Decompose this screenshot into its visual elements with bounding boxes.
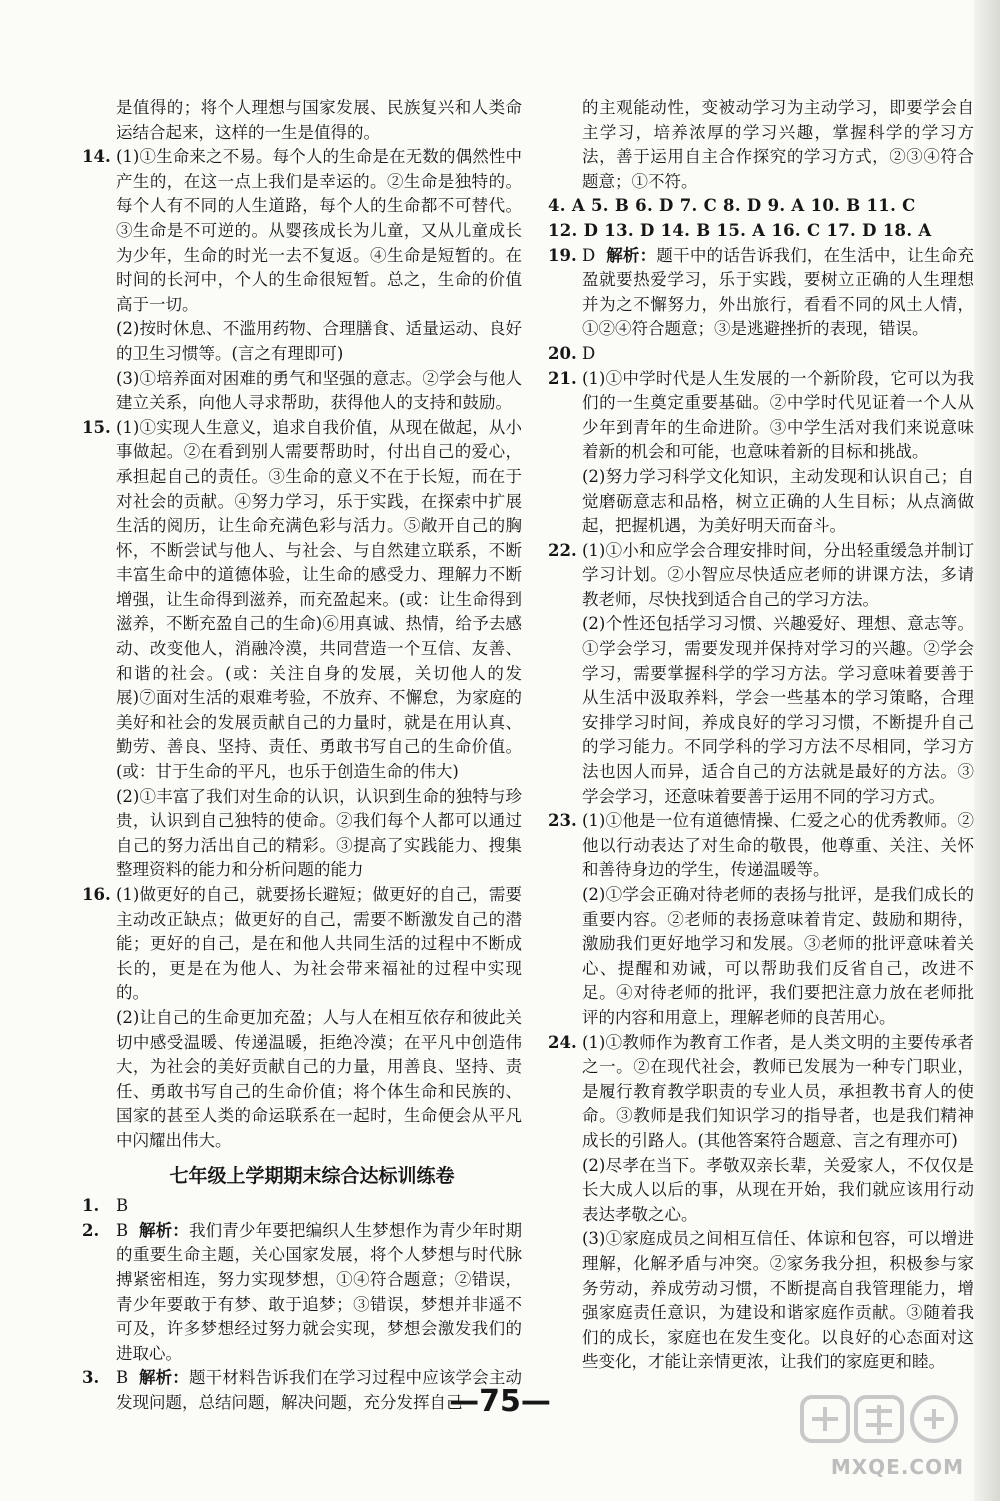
question-number: 14. (82, 147, 111, 167)
analysis-text: 我们青少年要把编织人生梦想作为青少年时期的重要生命主题，关心国家发展，将个人梦想与时代脉搏紧密相连，努力实现梦想，①④符合题意；②错误，青少年要敢于有梦、敢于追梦；③错误，梦想并非遥不可及，许多梦想经过努力就会实现，梦想会激发我们的进取心。 (116, 1220, 522, 1363)
answer-part-1: (1)①小和应学会合理安排时间，分出轻重缓急并制订学习计划。②小智应尽快适应老师的讲课方法，多请教老师，尽快找到适合自己的学习方法。 (582, 540, 974, 609)
analysis-text: 题干中的话告诉我们，在生活中，让生命充盈就要热爱学习，乐于实践，要树立正确的人生理想并为之不懈努力，外出旅行，看看不同的风土人情，①②④符合题意；③是逃避挫折的表现，错误。 (582, 245, 974, 339)
answer-choice: B (116, 1196, 129, 1216)
mcq-answers-line-2: 12. D 13. D 14. B 15. A 16. C 17. D 18. A (548, 220, 932, 240)
continued-paragraph: 是值得的；将个人理想与国家发展、民族复兴和人类命运结合起来，这样的一生是值得的。 (116, 98, 522, 142)
question-22 (548, 539, 974, 810)
question-1 (82, 1194, 522, 1219)
answer-part-1: (1)①生命来之不易。每个人的生命是在无数的偶然性中产生的，在这一点上我们是幸运的。②生命是独特的。每个人有不同的人生道路，每个人的生命都不可替代。③生命是不可逆的。从婴孩成长为儿童，又从儿童成长为少年，生命的时光一去不复返。④生命是短暂的。在时间的长河中，个人的生命很短暂。总之，生命的价值高于一切。 (116, 147, 522, 314)
answer-explanation (582, 244, 974, 342)
question-23 (548, 809, 974, 1030)
page-edge-shadow (974, 0, 1000, 1501)
answer-part-3: (3)①培养面对困难的勇气和坚强的意志。②学会与他人建立关系，向他人寻求帮助，获得他人的支持和鼓励。 (116, 368, 522, 413)
watermark-site: MXQE.COM (830, 1455, 964, 1479)
question-number: 20. (548, 343, 577, 363)
left-column (82, 96, 522, 1415)
answer-choice: B (116, 1220, 129, 1240)
analysis-label: 解析： (606, 245, 657, 265)
answer-choice: D (582, 245, 596, 265)
answer-part-2: (2)①丰富了我们对生命的认识，认识到生命的独特与珍贵，认识到自己独特的使命。②我们每个人都可以通过自己的努力活出自己的精彩。③提高了实践能力、搜集整理资料的能力和分析问题的能力 (116, 786, 522, 880)
analysis-label: 解析： (138, 1368, 189, 1388)
answer-part-1: (1)做更好的自己，就要扬长避短；做更好的自己，需要主动改正缺点；做更好的自己，需要不断激发自己的潜能；更好的自己，是在和他人共同生活的过程中不断成长的，更是在为他人、为社会带来福祉的过程中实现的。 (116, 885, 522, 1003)
continued-paragraph: 的主观能动性，变被动学习为主动学习，即要学会自主学习，培养浓厚的学习兴趣，掌握科学的学习方法，善于运用自主合作探究的学习方式，②③④符合题意；①不符。 (582, 98, 974, 191)
answer-part-2: (2)尽孝在当下。孝敬双亲长辈，关爱家人，不仅仅是长大成人以后的事，从现在开始，我们就应该用行动表达孝敬之心。 (582, 1155, 974, 1224)
answer-part-1: (1)①他是一位有道德情操、仁爱之心的优秀教师。②他以行动表达了对生命的敬畏，他尊重、关注、关怀和善待身边的学生，传递温暖等。 (582, 811, 974, 880)
watermark (794, 1391, 964, 1481)
answer-choice: B (116, 1368, 129, 1388)
question-14 (82, 145, 522, 416)
right-column (548, 96, 974, 1375)
answer-part-2: (2)个性还包括学习习惯、兴趣爱好、理想、意志等。①学会学习，需要发现并保持对学习的兴趣。②学会学习，需要掌握科学的学习方法。学习意味着要善于从生活中汲取养料，学会一些基本的学习策略，合理安排学习时间，养成良好的学习习惯，不断提升自己的学习能力。不同学科的学习方法不尽相同，学习方法也因人而异，适合自己的方法就是最好的方法。③学会学习，还意味着要善于运用不同的学习方式。 (582, 614, 974, 806)
question-number: 15. (82, 417, 111, 437)
question-19 (548, 244, 974, 342)
watermark-logo-icon (800, 1391, 960, 1447)
question-number: 3. (82, 1368, 100, 1388)
answer-part-3: (3)①家庭成员之间相互信任、体谅和包容，可以增进理解，化解矛盾与冲突。②家务我分担，积极参与家务劳动，养成劳动习惯，不断提高自我管理能力，增强家庭责任意识，为建设和谐家庭作贡献。③随着我们的成长，家庭也在发生变化。以良好的心态面对这些变化，才能让亲情更浓，让我们的家庭更和睦。 (582, 1229, 974, 1372)
question-number: 22. (548, 540, 577, 560)
page-number: —75— (449, 1384, 551, 1419)
analysis-label: 解析： (138, 1220, 189, 1240)
question-20 (548, 342, 974, 367)
question-number: 19. (548, 245, 577, 265)
question-21 (548, 367, 974, 539)
answer-explanation (116, 1219, 522, 1367)
analysis-text: 题干材料告诉我们在学习过程中应该学会主动发现问题，总结问题，解决问题，充分发挥自己 (116, 1368, 522, 1412)
section-title: 七年级上学期期末综合达标训练卷 (169, 1164, 455, 1187)
question-number: 1. (82, 1196, 100, 1216)
question-15 (82, 416, 522, 883)
question-number: 21. (548, 368, 577, 388)
question-16 (82, 883, 522, 1154)
answer-part-2: (2)让自己的生命更加充盈；人与人在相互依存和彼此关切中感受温暖、传递温暖，拒绝冷漠；在平凡中创造伟大，为社会的美好贡献自己的力量，用善良、坚持、责任、勇敢书写自己的生命价值；将个体生命和民族的、国家的甚至人类的命运联系在一起时，生命便会从平凡中闪耀出伟大。 (116, 1007, 522, 1150)
answer-part-2: (2)按时休息、不滥用药物、合理膳食、适量运动、良好的卫生习惯等。(言之有理即可) (116, 319, 522, 363)
answer-choice: D (582, 343, 596, 363)
answer-part-2: (2)①学会正确对待老师的表扬与批评，是我们成长的重要内容。②老师的表扬意味着肯定、鼓励和期待，激励我们更好地学习和发展。③老师的批评意味着关心、提醒和劝诫，可以帮助我们反省自己，改进不足。④对待老师的批评，我们要把注意力放在老师批评的内容和用意上，理解老师的良苦用心。 (582, 885, 974, 1027)
question-24 (548, 1031, 974, 1375)
question-2 (82, 1219, 522, 1367)
answer-part-1: (1)①教师作为教育工作者，是人类文明的主要传承者之一。②在现代社会，教师已发展为一种专门职业，是履行教育教学职责的专业人员，承担教书育人的使命。③教师是我们知识学习的指导者，也是我们精神成长的引路人。(其他答案符合题意、言之有理亦可) (582, 1032, 974, 1150)
question-number: 23. (548, 811, 577, 831)
answer-part-1: (1)①实现人生意义，追求自我价值，从现在做起，从小事做起。②在看到别人需要帮助时，付出自己的爱心，承担起自己的责任。③生命的意义不在于长短，而在于对社会的贡献。④努力学习，乐于实践，在探索中扩展生活的阅历，让生命充满色彩与活力。⑤敞开自己的胸怀，不断尝试与他人、与社会、与自然建立联系，不断丰富生命中的道德体验，让生命的感受力、理解力不断增强，让生命得到滋养，而充盈起来。(或：让生命得到滋养，不断充盈自己的生命)⑥用真诚、热情，给予去感动、改变他人，消融冷漠，共同营造一个互信、友善、和谐的社会。(或：关注自身的发展，关切他人的发展)⑦面对生活的艰难考验，不放弃、不懈怠，为家庭的美好和社会的发展贡献自己的力量时，就是在用认真、勤劳、善良、坚持、责任、勇敢书写自己的生命价值。(或：甘于生命的平凡，也乐于创造生命的伟大) (116, 417, 522, 782)
answer-part-2: (2)努力学习科学文化知识，主动发现和认识自己；自觉磨砺意志和品格，树立正确的人生目标；从点滴做起，把握机遇，为美好明天而奋斗。 (582, 466, 974, 536)
mcq-answers-line-1: 4. A 5. B 6. D 7. C 8. D 9. A 10. B 11. C (548, 196, 916, 216)
question-number: 24. (548, 1032, 577, 1052)
question-number: 16. (82, 885, 111, 904)
question-number: 2. (82, 1220, 100, 1240)
answer-part-1: (1)①中学时代是人生发展的一个新阶段，它可以为我们的一生奠定重要基础。②中学时代见证着一个人从少年到青年的生命进阶。③中学生活对我们来说意味着新的机会和可能，也意味着新的目标和挑战。 (582, 368, 974, 462)
